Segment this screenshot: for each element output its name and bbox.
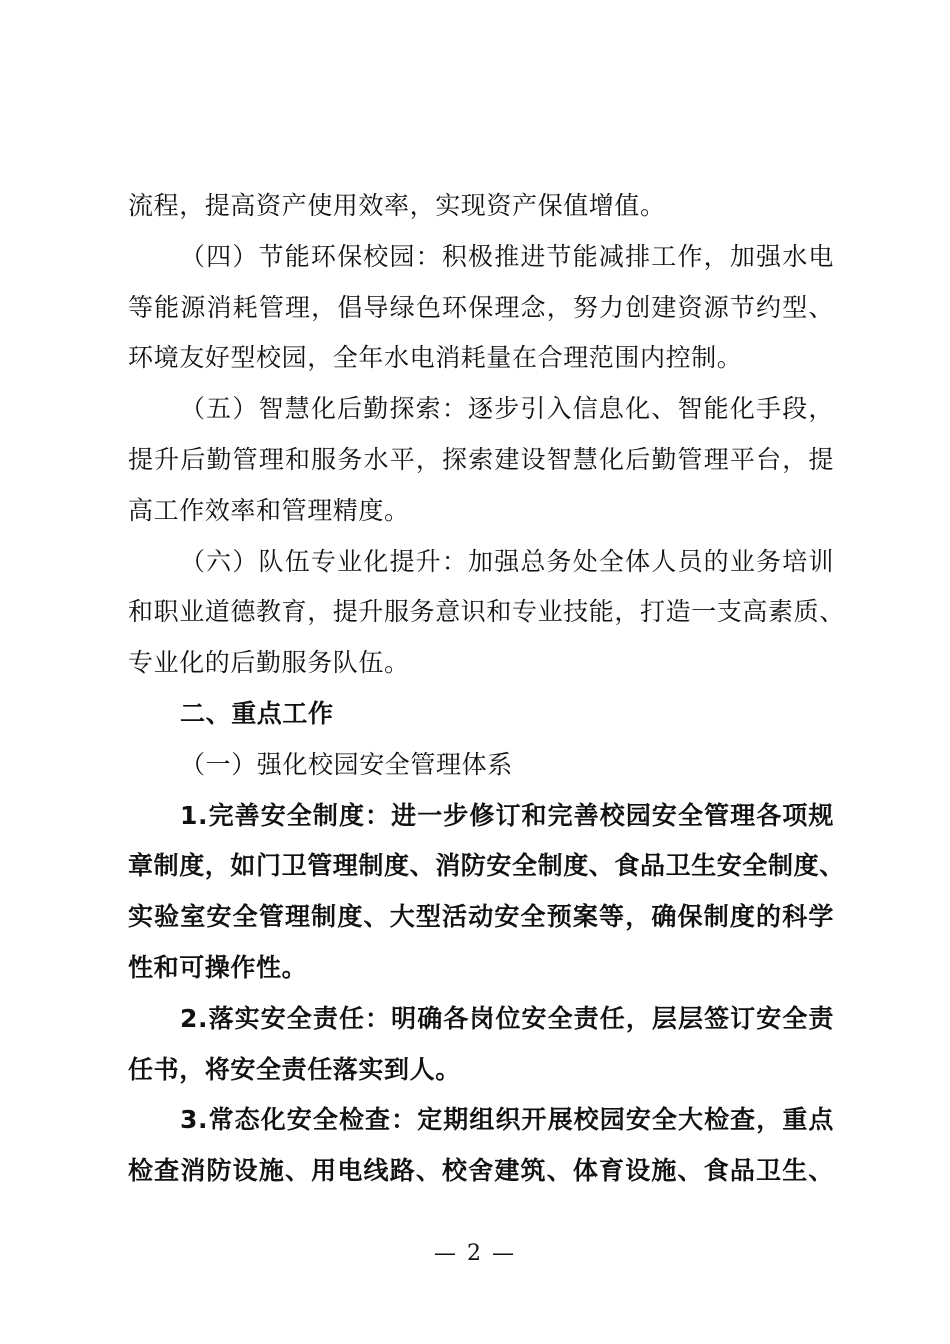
document-body xyxy=(128,181,845,1197)
text-line-9: 和职业道德教育，提升服务意识和专业技能，打造一支高素质、 xyxy=(128,597,845,627)
text-line-4: 环境友好型校园，全年水电消耗量在合理范围内控制。 xyxy=(128,343,743,373)
text-line-16: 性和可操作性。 xyxy=(128,952,308,982)
text-line-14: 章制度，如门卫管理制度、消防安全制度、食品卫生安全制度、 xyxy=(128,851,845,881)
page-number: — 2 — xyxy=(434,1241,516,1266)
text-line-7: 高工作效率和管理精度。 xyxy=(128,495,410,525)
text-line-1: 流程，提高资产使用效率，实现资产保值增值。 xyxy=(128,191,666,220)
text-line-8: （六）队伍专业化提升：加强总务处全体人员的业务培训 xyxy=(180,546,834,576)
text-line-3: 等能源消耗管理，倡导绿色环保理念，努力创建资源节约型、 xyxy=(128,292,834,322)
text-line-19: 3.常态化安全检查：定期组织开展校园安全大检查，重点 xyxy=(180,1105,834,1135)
text-line-2: （四）节能环保校园：积极推进节能减排工作，加强水电 xyxy=(180,241,834,271)
text-line-17: 2.落实安全责任：明确各岗位安全责任，层层签订安全责 xyxy=(180,1003,834,1033)
text-line-18: 任书，将安全责任落实到人。 xyxy=(128,1054,461,1084)
text-line-10: 专业化的后勤服务队伍。 xyxy=(128,648,410,678)
subsection-heading: （一）强化校园安全管理体系 xyxy=(180,749,513,779)
text-line-20: 检查消防设施、用电线路、校舍建筑、体育设施、食品卫生、 xyxy=(128,1156,834,1186)
text-line-6: 提升后勤管理和服务水平，探索建设智慧化后勤管理平台，提 xyxy=(128,444,834,474)
text-line-13: 1.完善安全制度：进一步修订和完善校园安全管理各项规 xyxy=(180,800,834,830)
text-line-15: 实验室安全管理制度、大型活动安全预案等，确保制度的科学 xyxy=(128,902,834,932)
text-line-5: （五）智慧化后勤探索：逐步引入信息化、智能化手段， xyxy=(180,394,834,424)
section-heading: 二、重点工作 xyxy=(180,698,334,728)
